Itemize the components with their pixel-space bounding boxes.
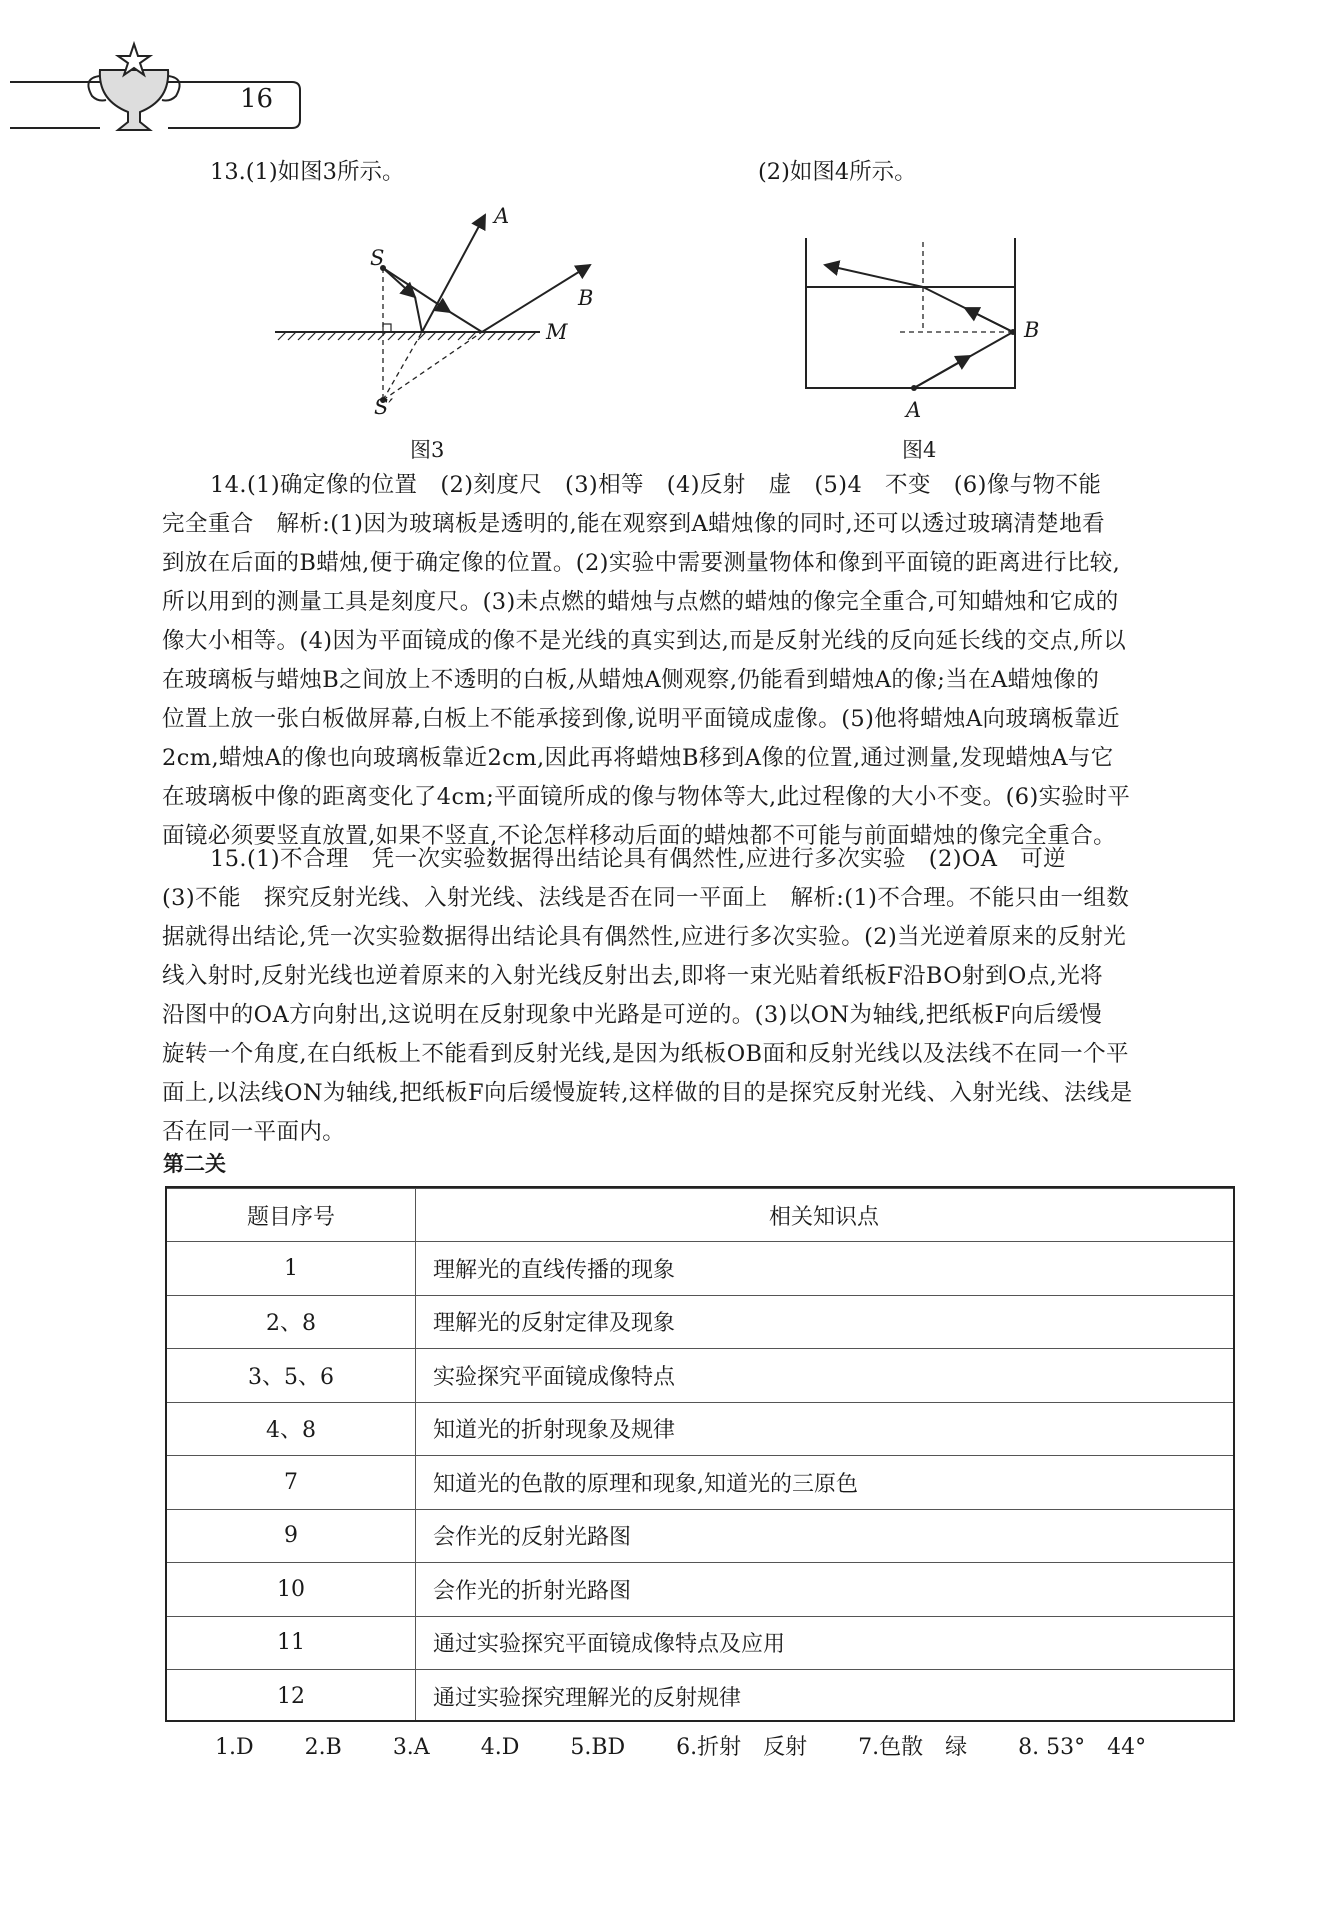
answer-item: 6.折射 反射: [676, 1735, 808, 1760]
page-number: 16: [240, 84, 274, 114]
q15-line: 15.(1)不合理 凭一次实验数据得出结论具有偶然性,应进行多次实验 (2)OA 可逆: [210, 846, 1067, 872]
table-cell-topic: 通过实验探究平面镜成像特点及应用: [433, 1632, 786, 1658]
table-header-cell: 题目序号: [246, 1204, 335, 1230]
table-cell-number: 12: [277, 1683, 305, 1709]
q13-part1: 13.(1)如图3所示。: [210, 159, 405, 185]
table-row: [167, 1669, 1233, 1722]
table-cell-number: 7: [284, 1469, 298, 1495]
q14-line: 完全重合 解析:(1)因为玻璃板是透明的,能在观察到A蜡烛像的同时,还可以透过玻璃清楚地看: [162, 511, 1106, 537]
q15-answer: [162, 840, 1232, 1152]
answer-item: 4.D: [480, 1735, 520, 1760]
q14-line: 所以用到的测量工具是刻度尺。(3)未点燃的蜡烛与点燃的蜡烛的像完全重合,可知蜡烛和它成的: [162, 589, 1119, 615]
fig3-label-s-image: S′: [374, 395, 394, 419]
q14-line: 在玻璃板与蜡烛B之间放上不透明的白板,从蜡烛A侧观察,仍能看到蜡烛A的像;当在A蜡烛像的: [162, 667, 1100, 693]
table-cell-topic: 会作光的反射光路图: [433, 1525, 632, 1551]
knowledge-table: [165, 1186, 1235, 1722]
q15-line: 据就得出结论,凭一次实验数据得出结论具有偶然性,应进行多次实验。(2)当光逆着原来的反射光: [162, 924, 1127, 950]
table-cell-topic: 理解光的直线传播的现象: [433, 1257, 676, 1283]
table-cell-topic: 实验探究平面镜成像特点: [433, 1364, 676, 1390]
q14-answer: [162, 466, 1232, 856]
fig3-label-s: S: [370, 246, 385, 270]
trophy-icon: [88, 44, 179, 130]
q15-line: 否在同一平面内。: [162, 1119, 346, 1145]
q14-line: 像大小相等。(4)因为平面镜成的像不是光线的真实到达,而是反射光线的反向延长线的交点,所以: [162, 628, 1127, 654]
q13-part2: (2)如图4所示。: [758, 159, 917, 185]
answer-item: 3.A: [392, 1735, 430, 1760]
table-header-cell: 相关知识点: [768, 1204, 879, 1230]
table-cell-number: 3、5、6: [248, 1364, 334, 1390]
fig3-label-b: B: [578, 286, 594, 310]
table-cell-topic: 会作光的折射光路图: [433, 1578, 632, 1604]
table-row: [167, 1509, 1233, 1563]
answer-item: 7.色散 绿: [858, 1735, 968, 1760]
table-row: [167, 1348, 1233, 1402]
table-row: [167, 1295, 1233, 1349]
table-row: [167, 1562, 1233, 1616]
q15-line: 旋转一个角度,在白纸板上不能看到反射光线,是因为纸板OB面和反射光线以及法线不在同一个平: [162, 1041, 1129, 1067]
answer-item: 5.BD: [570, 1735, 626, 1760]
table-cell-number: 2、8: [266, 1311, 316, 1337]
table-row: [167, 1455, 1233, 1509]
q14-line: 14.(1)确定像的位置 (2)刻度尺 (3)相等 (4)反射 虚 (5)4 不变 (6)像与物不能: [210, 472, 1102, 498]
q14-line: 到放在后面的B蜡烛,便于确定像的位置。(2)实验中需要测量物体和像到平面镜的距离进行比较,: [162, 550, 1121, 576]
q14-line: 2cm,蜡烛A的像也向玻璃板靠近2cm,因此再将蜡烛B移到A像的位置,通过测量,发现蜡烛A与它: [162, 745, 1114, 771]
table-row: [167, 1402, 1233, 1456]
table-cell-topic: 通过实验探究理解光的反射规律: [433, 1685, 742, 1711]
table-cell-topic: 知道光的折射现象及规律: [433, 1418, 676, 1444]
q14-line: 在玻璃板中像的距离变化了4cm;平面镜所成的像与物体等大,此过程像的大小不变。(6)实验时平: [162, 784, 1131, 810]
answer-item: 8. 53° 44°: [1018, 1735, 1147, 1760]
answer-item: 1.D: [215, 1735, 254, 1760]
fig3-label-m: M: [546, 320, 568, 344]
q15-line: 沿图中的OA方向射出,这说明在反射现象中光路是可逆的。(3)以ON为轴线,把纸板F向后缓慢: [162, 1002, 1103, 1028]
table-row: [167, 1241, 1233, 1295]
figure-4-diagram: [800, 230, 1040, 400]
q14-line: 面镜必须要竖直放置,如果不竖直,不论怎样移动后面的蜡烛都不可能与前面蜡烛的像完全重合。: [162, 823, 1117, 849]
fig3-label-a: A: [494, 204, 510, 228]
table-cell-number: 1: [284, 1255, 298, 1281]
q14-line: 位置上放一张白板做屏幕,白板上不能承接到像,说明平面镜成虚像。(5)他将蜡烛A向玻璃板靠近: [162, 706, 1120, 732]
q15-line: 面上,以法线ON为轴线,把纸板F向后缓慢旋转,这样做的目的是探究反射光线、入射光线、法线是: [162, 1080, 1133, 1106]
fig4-label-b: B: [1024, 318, 1040, 342]
answer-item: 2.B: [304, 1735, 342, 1760]
figure-3-diagram: [260, 190, 610, 430]
answer-key: [215, 1730, 1190, 1761]
table-cell-number: 4、8: [266, 1418, 316, 1444]
fig4-label-a: A: [906, 398, 922, 422]
fig3-caption: 图3: [410, 438, 445, 462]
table-row: [167, 1616, 1233, 1670]
section-title: 第二关: [163, 1152, 226, 1176]
q15-line: (3)不能 探究反射光线、入射光线、法线是否在同一平面上 解析:(1)不合理。不能只由一组数: [162, 885, 1130, 911]
table-cell-topic: 理解光的反射定律及现象: [433, 1311, 676, 1337]
table-header-row: [167, 1188, 1233, 1241]
table-cell-number: 11: [277, 1630, 305, 1656]
table-cell-number: 10: [277, 1576, 305, 1602]
fig4-caption: 图4: [902, 438, 937, 462]
table-cell-number: 9: [284, 1523, 298, 1549]
table-cell-topic: 知道光的色散的原理和现象,知道光的三原色: [433, 1471, 858, 1497]
q15-line: 线入射时,反射光线也逆着原来的入射光线反射出去,即将一束光贴着纸板F沿BO射到O点,光将: [162, 963, 1104, 989]
